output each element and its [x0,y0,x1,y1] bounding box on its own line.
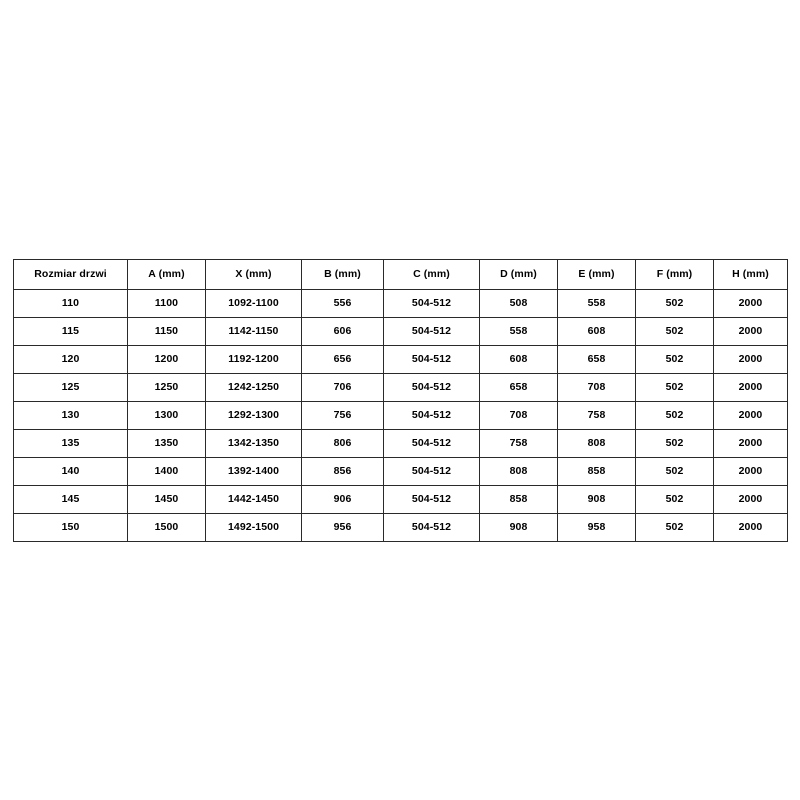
cell-x: 1142-1150 [206,318,302,346]
table-row [14,402,788,430]
cell-h: 2000 [714,290,788,318]
column-header-a: A (mm) [128,260,206,290]
column-header-rozmiar-drzwi: Rozmiar drzwi [14,260,128,290]
cell-a: 1300 [128,402,206,430]
cell-d: 708 [480,402,558,430]
cell-size: 140 [14,458,128,486]
cell-e: 558 [558,290,636,318]
cell-c: 504-512 [384,346,480,374]
cell-c: 504-512 [384,486,480,514]
cell-d: 608 [480,346,558,374]
cell-size: 115 [14,318,128,346]
cell-f: 502 [636,430,714,458]
cell-a: 1500 [128,514,206,542]
door-size-specification-table [13,259,788,542]
cell-c: 504-512 [384,514,480,542]
cell-size: 110 [14,290,128,318]
specification-sheet [13,259,787,542]
cell-h: 2000 [714,318,788,346]
cell-h: 2000 [714,346,788,374]
cell-x: 1342-1350 [206,430,302,458]
cell-d: 908 [480,514,558,542]
cell-size: 125 [14,374,128,402]
cell-a: 1250 [128,374,206,402]
cell-h: 2000 [714,514,788,542]
cell-a: 1350 [128,430,206,458]
cell-f: 502 [636,318,714,346]
column-header-e: E (mm) [558,260,636,290]
cell-c: 504-512 [384,402,480,430]
cell-x: 1392-1400 [206,458,302,486]
cell-h: 2000 [714,374,788,402]
cell-d: 658 [480,374,558,402]
table-row [14,430,788,458]
cell-b: 556 [302,290,384,318]
cell-f: 502 [636,402,714,430]
column-header-b: B (mm) [302,260,384,290]
cell-b: 806 [302,430,384,458]
cell-h: 2000 [714,402,788,430]
cell-b: 656 [302,346,384,374]
table-row [14,290,788,318]
cell-e: 808 [558,430,636,458]
column-header-f: F (mm) [636,260,714,290]
cell-x: 1492-1500 [206,514,302,542]
cell-c: 504-512 [384,374,480,402]
cell-a: 1200 [128,346,206,374]
cell-f: 502 [636,290,714,318]
cell-c: 504-512 [384,318,480,346]
cell-b: 856 [302,458,384,486]
table-row [14,318,788,346]
cell-h: 2000 [714,486,788,514]
table-row [14,458,788,486]
cell-e: 608 [558,318,636,346]
cell-c: 504-512 [384,430,480,458]
table-header [14,260,788,290]
table-row [14,346,788,374]
table-body [14,290,788,542]
cell-size: 130 [14,402,128,430]
cell-f: 502 [636,374,714,402]
cell-d: 808 [480,458,558,486]
cell-x: 1242-1250 [206,374,302,402]
cell-x: 1292-1300 [206,402,302,430]
cell-d: 508 [480,290,558,318]
cell-b: 756 [302,402,384,430]
cell-a: 1450 [128,486,206,514]
cell-f: 502 [636,346,714,374]
cell-size: 150 [14,514,128,542]
table-header-row [14,260,788,290]
cell-b: 956 [302,514,384,542]
column-header-h: H (mm) [714,260,788,290]
cell-c: 504-512 [384,290,480,318]
table-row [14,374,788,402]
cell-e: 958 [558,514,636,542]
table-row [14,486,788,514]
cell-size: 145 [14,486,128,514]
cell-d: 558 [480,318,558,346]
cell-size: 120 [14,346,128,374]
cell-e: 858 [558,458,636,486]
cell-e: 708 [558,374,636,402]
column-header-x: X (mm) [206,260,302,290]
cell-h: 2000 [714,458,788,486]
cell-c: 504-512 [384,458,480,486]
cell-d: 758 [480,430,558,458]
cell-a: 1400 [128,458,206,486]
cell-a: 1100 [128,290,206,318]
cell-h: 2000 [714,430,788,458]
cell-b: 706 [302,374,384,402]
cell-e: 658 [558,346,636,374]
cell-f: 502 [636,458,714,486]
cell-b: 606 [302,318,384,346]
cell-a: 1150 [128,318,206,346]
cell-size: 135 [14,430,128,458]
column-header-d: D (mm) [480,260,558,290]
table-row [14,514,788,542]
cell-e: 908 [558,486,636,514]
cell-b: 906 [302,486,384,514]
column-header-c: C (mm) [384,260,480,290]
cell-x: 1192-1200 [206,346,302,374]
cell-x: 1092-1100 [206,290,302,318]
cell-f: 502 [636,514,714,542]
cell-f: 502 [636,486,714,514]
cell-x: 1442-1450 [206,486,302,514]
cell-e: 758 [558,402,636,430]
cell-d: 858 [480,486,558,514]
